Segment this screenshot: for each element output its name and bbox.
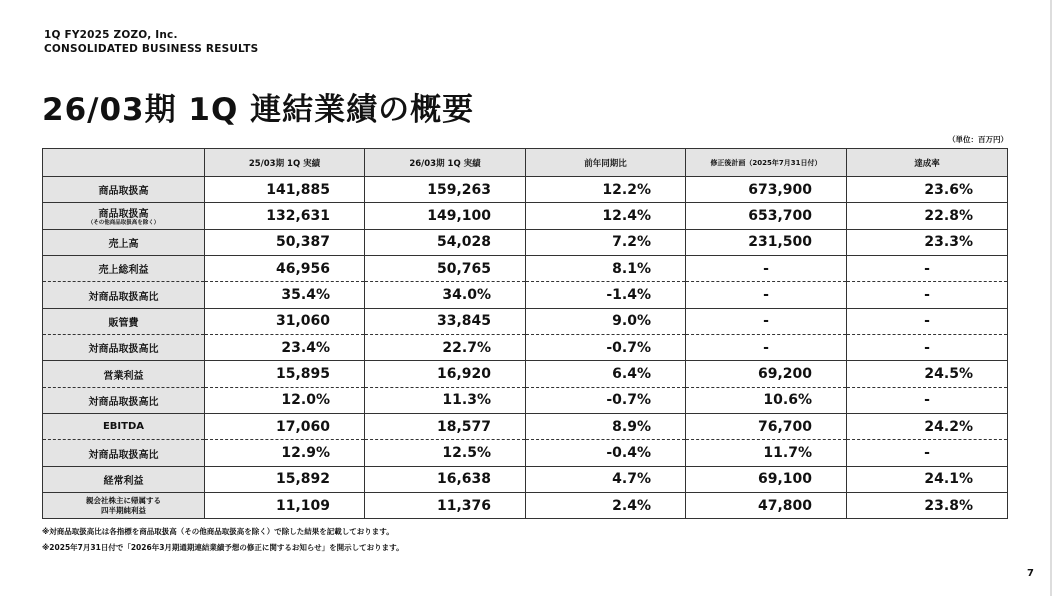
table-cell: 33,845 xyxy=(365,308,526,334)
column-header: 達成率 xyxy=(847,149,1008,177)
table-row xyxy=(43,414,1008,440)
table-cell: 31,060 xyxy=(205,308,365,334)
table-cell: 69,100 xyxy=(686,466,847,492)
table-cell: 8.1% xyxy=(526,256,686,282)
table-cell: 231,500 xyxy=(686,229,847,255)
row-label xyxy=(43,177,205,203)
table-cell: - xyxy=(847,440,1008,466)
table-cell: 18,577 xyxy=(365,414,526,440)
table-cell: 22.7% xyxy=(365,335,526,361)
row-label xyxy=(43,282,205,308)
table-cell: 12.2% xyxy=(526,177,686,203)
table-cell: 11.7% xyxy=(686,440,847,466)
results-table xyxy=(42,148,1008,519)
table-cell: 7.2% xyxy=(526,229,686,255)
table-row xyxy=(43,229,1008,255)
table-cell: 16,638 xyxy=(365,466,526,492)
table-cell: 24.5% xyxy=(847,361,1008,387)
table-cell: - xyxy=(847,308,1008,334)
table-cell: 50,765 xyxy=(365,256,526,282)
table-cell: 149,100 xyxy=(365,203,526,229)
column-header xyxy=(43,149,205,177)
table-cell: 23.8% xyxy=(847,493,1008,519)
footnote: ※2025年7月31日付で「2026年3月期通期連結業績予想の修正に関するお知らせ」を開示しております。 xyxy=(42,543,404,552)
table-cell: 12.0% xyxy=(205,387,365,413)
table-cell: 24.2% xyxy=(847,414,1008,440)
row-label-text: 売上総利益 xyxy=(98,265,149,277)
table-cell: 76,700 xyxy=(686,414,847,440)
table-cell: 6.4% xyxy=(526,361,686,387)
table-row xyxy=(43,493,1008,519)
report-period: 1Q FY2025 ZOZO, Inc. xyxy=(44,29,178,41)
table-cell: - xyxy=(686,335,847,361)
table-row xyxy=(43,203,1008,229)
table-cell: - xyxy=(847,387,1008,413)
table-cell: 10.6% xyxy=(686,387,847,413)
table-cell: 673,900 xyxy=(686,177,847,203)
table-cell: -1.4% xyxy=(526,282,686,308)
unit-note: （単位：百万円） xyxy=(948,135,1008,144)
row-label xyxy=(43,256,205,282)
table-cell: 23.3% xyxy=(847,229,1008,255)
column-header: 25/03期 1Q 実績 xyxy=(205,149,365,177)
table-cell: -0.7% xyxy=(526,335,686,361)
row-label xyxy=(43,335,205,361)
table-row xyxy=(43,466,1008,492)
table-cell: -0.7% xyxy=(526,387,686,413)
table-cell: 24.1% xyxy=(847,466,1008,492)
row-label xyxy=(43,387,205,413)
table-cell: - xyxy=(686,256,847,282)
table-cell: 4.7% xyxy=(526,466,686,492)
row-label xyxy=(43,308,205,334)
table-cell: 11,376 xyxy=(365,493,526,519)
table-cell: 9.0% xyxy=(526,308,686,334)
row-label-text: 営業利益 xyxy=(103,370,144,382)
footnotes xyxy=(42,524,404,556)
table-row xyxy=(43,282,1008,308)
row-label xyxy=(43,203,205,229)
table-row xyxy=(43,440,1008,466)
row-label-text: 商品取扱高 xyxy=(98,209,149,221)
table-row xyxy=(43,177,1008,203)
table-cell: 15,892 xyxy=(205,466,365,492)
table-cell: - xyxy=(847,256,1008,282)
row-label-text: 経常利益 xyxy=(103,475,144,487)
row-label-line: 親会社株主に帰属する xyxy=(86,495,161,505)
footnote: ※対商品取扱高比は各指標を商品取扱高（その他商品取扱高を除く）で除した結果を記載しております。 xyxy=(42,527,394,536)
row-label-text: 売上高 xyxy=(108,238,139,250)
table-cell: - xyxy=(686,282,847,308)
table-header-row xyxy=(43,149,1008,177)
table-cell: 12.9% xyxy=(205,440,365,466)
table-cell: 11.3% xyxy=(365,387,526,413)
table-cell: 12.5% xyxy=(365,440,526,466)
row-label xyxy=(43,493,205,519)
table-cell: 141,885 xyxy=(205,177,365,203)
row-label xyxy=(43,440,205,466)
table-cell: - xyxy=(847,282,1008,308)
row-label-text: 対商品取扱高比 xyxy=(88,396,159,408)
table-cell: 50,387 xyxy=(205,229,365,255)
row-label-note: （その他商品取扱高を除く） xyxy=(87,220,160,227)
column-header: 26/03期 1Q 実績 xyxy=(365,149,526,177)
table-row xyxy=(43,361,1008,387)
table-cell: 47,800 xyxy=(686,493,847,519)
report-subtitle: CONSOLIDATED BUSINESS RESULTS xyxy=(44,43,259,55)
table-cell: 22.8% xyxy=(847,203,1008,229)
table-cell: 23.4% xyxy=(205,335,365,361)
row-label xyxy=(43,466,205,492)
table-cell: 35.4% xyxy=(205,282,365,308)
report-header xyxy=(44,28,258,56)
table-cell: 16,920 xyxy=(365,361,526,387)
table-cell: -0.4% xyxy=(526,440,686,466)
row-label-text: 対商品取扱高比 xyxy=(88,344,159,356)
table-cell: 46,956 xyxy=(205,256,365,282)
table-cell: 159,263 xyxy=(365,177,526,203)
row-label-text: EBITDA xyxy=(102,421,145,433)
table-row xyxy=(43,256,1008,282)
table-cell: 23.6% xyxy=(847,177,1008,203)
page-title: 26/03期 1Q 連結業績の概要 xyxy=(42,92,475,128)
table-cell: 17,060 xyxy=(205,414,365,440)
table-cell: 132,631 xyxy=(205,203,365,229)
table-cell: - xyxy=(847,335,1008,361)
table-cell: - xyxy=(686,308,847,334)
row-label-text: 商品取扱高 xyxy=(98,186,149,198)
column-header: 前年同期比 xyxy=(526,149,686,177)
table-cell: 15,895 xyxy=(205,361,365,387)
table-cell: 54,028 xyxy=(365,229,526,255)
row-label-text: 対商品取扱高比 xyxy=(88,291,159,303)
table-cell: 12.4% xyxy=(526,203,686,229)
table-row xyxy=(43,335,1008,361)
table-row xyxy=(43,308,1008,334)
table-cell: 34.0% xyxy=(365,282,526,308)
table-cell: 8.9% xyxy=(526,414,686,440)
table-cell: 69,200 xyxy=(686,361,847,387)
row-label-line: 四半期純利益 xyxy=(101,505,146,515)
row-label xyxy=(43,361,205,387)
row-label xyxy=(43,229,205,255)
table-cell: 11,109 xyxy=(205,493,365,519)
table-cell: 653,700 xyxy=(686,203,847,229)
table-row xyxy=(43,387,1008,413)
page-number: 7 xyxy=(1027,568,1034,579)
column-header: 修正後計画（2025年7月31日付） xyxy=(686,149,847,177)
table-cell: 2.4% xyxy=(526,493,686,519)
row-label xyxy=(43,414,205,440)
row-label-text: 販管費 xyxy=(108,317,139,329)
row-label-text: 対商品取扱高比 xyxy=(88,449,159,461)
